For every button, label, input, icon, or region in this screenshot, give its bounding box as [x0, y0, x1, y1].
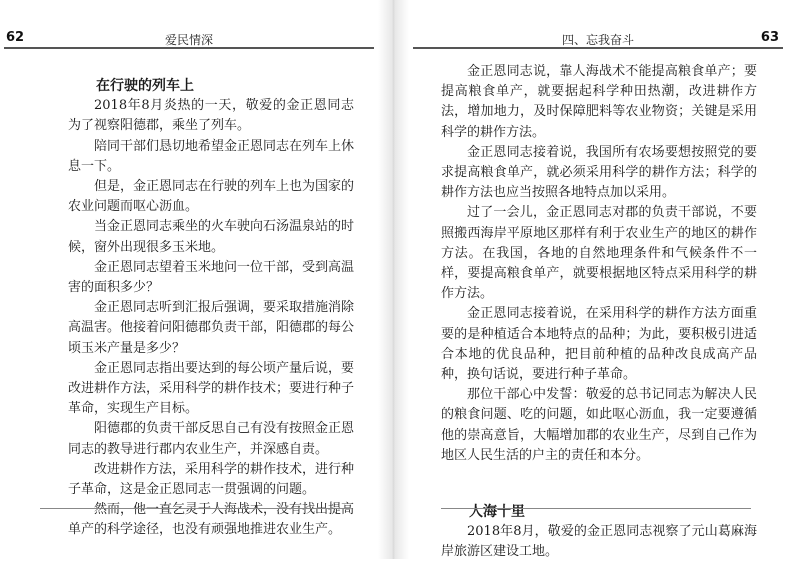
section-title: 在行驶的列车上 [96, 78, 194, 94]
paragraph: 陪同干部们恳切地希望金正恩同志在列车上休息一下。 [68, 138, 355, 174]
left-page-header [0, 30, 378, 48]
left-page-body [68, 76, 354, 541]
paragraph: 金正恩同志接着说，我国所有农场要想按照党的要求提高粮食单产，就必须采用科学的耕作方法；科学的耕作方法也应当按照各地特点加以采用。 [441, 144, 757, 201]
paragraph: 过了一会儿，金正恩同志对郡的负责干部说，不要照搬西海岸平原地区那样有利于农业生产的地区的耕作方法。在我国，各地的自然地理条件和气候条件不一样，要提高粮食单产，就要根据地区特点采用科学的耕作方法。 [441, 205, 757, 302]
paragraph: 金正恩同志听到汇报后强调，要采取措施消除高温害。他接着问阳德郡负责干部，阳德郡的每公顷玉米产量是多少？ [68, 300, 355, 356]
paragraph: 金正恩同志说，靠人海战术不能提高粮食单产；要提高粮食单产，就要据起科学种田热潮，改进耕作方法，增加地力，及时保障肥料等农业物资；关键是采用科学的耕作方法。 [441, 64, 757, 140]
section-title: 人海十里 [469, 504, 525, 521]
paragraph: 阳德郡的负责干部反思自己有没有按照金正恩同志的教导进行郡内农业生产，并深感自责。 [68, 421, 355, 457]
paragraph: 当金正恩同志乘坐的火车驶向石汤温泉站的时候，窗外出现很多玉米地。 [68, 219, 355, 255]
left-running-header: 爱民情深 [164, 33, 213, 47]
paragraph: 2018年8月炎热的一天，敬爱的金正恩同志为了视察阳德郡，乘坐了列车。 [68, 98, 354, 134]
right-header-rule [413, 47, 783, 49]
right-page-body [441, 62, 757, 563]
left-footer-rule [40, 508, 350, 509]
paragraph: 但是，金正恩同志在行驶的列车上也为国家的农业问题而呕心沥血。 [68, 179, 355, 215]
right-page [409, 0, 787, 559]
left-header-rule [4, 47, 374, 49]
paragraph: 然而，他一直乞灵于人海战术，没有找出提高单产的科学途径，也没有顽强地推进农业生产。 [68, 502, 355, 538]
right-page-number: 63 [760, 30, 779, 45]
paragraph: 金正恩同志指出要达到的每公顷产量后说，要改进耕作方法，采用科学的耕作技术；要进行种子革命，实现生产目标。 [68, 360, 355, 417]
paragraph: 2018年8月，敬爱的金正恩同志视察了元山葛麻海岸旅游区建设工地。 [441, 524, 757, 560]
right-page-header [409, 30, 787, 48]
paragraph: 改进耕作方法，采用科学的耕作技术，进行种子革命，这是金正恩同志一贯强调的问题。 [68, 461, 355, 498]
section-gap [441, 466, 757, 502]
book-gutter [378, 0, 409, 559]
left-page-number: 62 [6, 30, 25, 45]
paragraph: 金正恩同志望着玉米地问一位干部，受到高温害的面积多少？ [68, 259, 355, 296]
right-running-header: 四、忘我奋斗 [561, 33, 634, 47]
paragraph: 金正恩同志接着说，在采用科学的耕作方法方面重要的是种植适合本地特点的品种；为此，要积极引进适合本地的优良品种，把目前种植的品种改良成高产品种，换句话说，要进行种子革命。 [441, 306, 757, 383]
left-page [0, 0, 378, 559]
right-footer-rule [441, 508, 751, 509]
paragraph: 那位干部心中发誓：敬爱的总书记同志为解决人民的粮食问题、吃的问题，如此呕心沥血，我一定要遵循他的崇高意旨，大幅增加郡的农业生产，尽到自己作为地区人民生活的户主的责任和本分。 [441, 387, 757, 463]
